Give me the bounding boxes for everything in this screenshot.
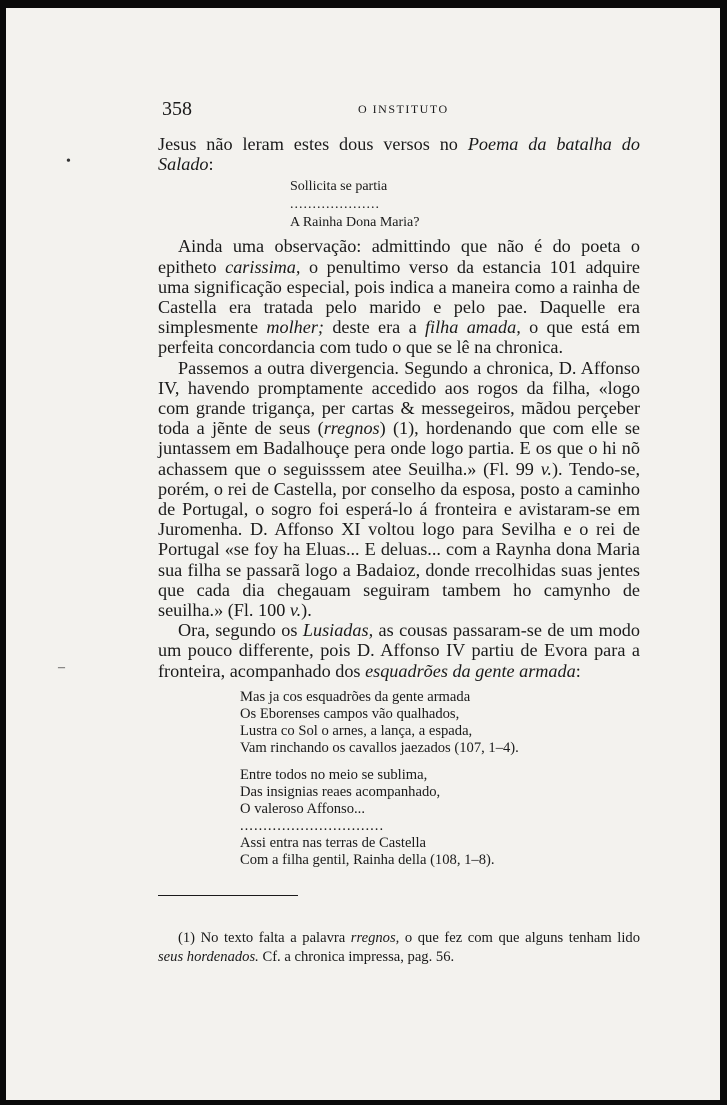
verse-line: Mas ja cos esquadrões da gente armada: [240, 688, 471, 705]
stanza: [240, 767, 640, 869]
footnote: (1) No texto falta a palavra rregnos, o que fez com que alguns tenham lido seus hordenados. Cf. a chronica impressa, pag. 56.: [158, 929, 641, 965]
book-page: [6, 8, 720, 1100]
verse-line: Com a filha gentil, Rainha della (108, 1–8).: [240, 851, 495, 868]
page-header: [162, 98, 638, 118]
stanza: [240, 689, 640, 757]
ellipsis-line: ...............................: [240, 817, 385, 834]
body-text: [158, 134, 640, 875]
footnote-divider: [158, 895, 298, 896]
ellipsis-line: ....................: [290, 197, 380, 213]
margin-mark-icon: •: [66, 154, 71, 169]
verse-line: Lustra co Sol o arnes, a lança, a espada,: [240, 722, 473, 739]
verse-line: A Rainha Dona Maria?: [290, 215, 420, 231]
quoted-verse: [290, 178, 640, 232]
paragraph-lusiadas: Ora, segundo os Lusiadas, as cousas passaram-se de um modo um pouco differente, pois D. Affonso IV partiu de Evora para a fronteira, acompanhado dos esquadrões da gente armada:: [158, 620, 640, 681]
verse-line: Entre todos no meio se sublima,: [240, 766, 428, 783]
lusiadas-verse: [240, 689, 640, 869]
running-title: O INSTITUTO: [358, 102, 449, 116]
verse-line: Das insignias reaes acompanhado,: [240, 783, 441, 800]
verse-line: Os Eborenses campos vão qualhados,: [240, 705, 460, 722]
verse-line: O valeroso Affonso...: [240, 800, 365, 817]
page-number: 358: [162, 98, 192, 120]
verse-line: Vam rinchando os cavallos jaezados (107, 1–4).: [240, 739, 519, 756]
margin-dash-icon: –: [58, 660, 65, 675]
poem-title: Poema da batalha do Salado: [158, 134, 640, 175]
paragraph-observation: Ainda uma observação: admittindo que não é do poeta o epitheto carissima, o penultimo verso da estancia 101 adquire uma significação especial, pois indica a maneira como a rainha de Castella era tratada pelo marido e pelo pae. Daquelle era simplesmente molher; deste era a filha amada, o que está em perfeita concordancia com tudo o que se lê na chronica.: [158, 236, 641, 358]
verse-line: Assi entra nas terras de Castella: [240, 834, 427, 851]
paragraph-divergence: Passemos a outra divergencia. Segundo a chronica, D. Affonso IV, havendo promptamente accedido aos rogos da filha, «logo com grande trigança, per cartas & messegeiros, mãdou perçeber toda a jẽnte de seus (rregnos) (1), hordenando que com elle se juntassem em Badalhouçe pera onde logo partia. E os que o hi nõ achassem que o seguisssem atee Seuilha.» (Fl. 99 v.). Tendo-se, porém, o rei de Castella, por conselho da esposa, posto a caminho de Portugal, o sogro foi esperá-lo á fronteira e avistaram-se em Juromenha. D. Affonso XI voltou logo para Sevilha e o rei de Portugal «se foy ha Eluas... E deluas... com a Raynha dona Maria sua filha se passarã logo a Badaioz, donde rrecolhidas suas jentes que cada dia chegauam seguiram tambem ho camynho de seuilha.» (Fl. 100 v.).: [158, 357, 640, 621]
intro-paragraph: Jesus não leram estes dous versos no Poema da batalha do Salado:: [158, 134, 640, 175]
verse-line: Sollicita se partia: [290, 179, 388, 195]
